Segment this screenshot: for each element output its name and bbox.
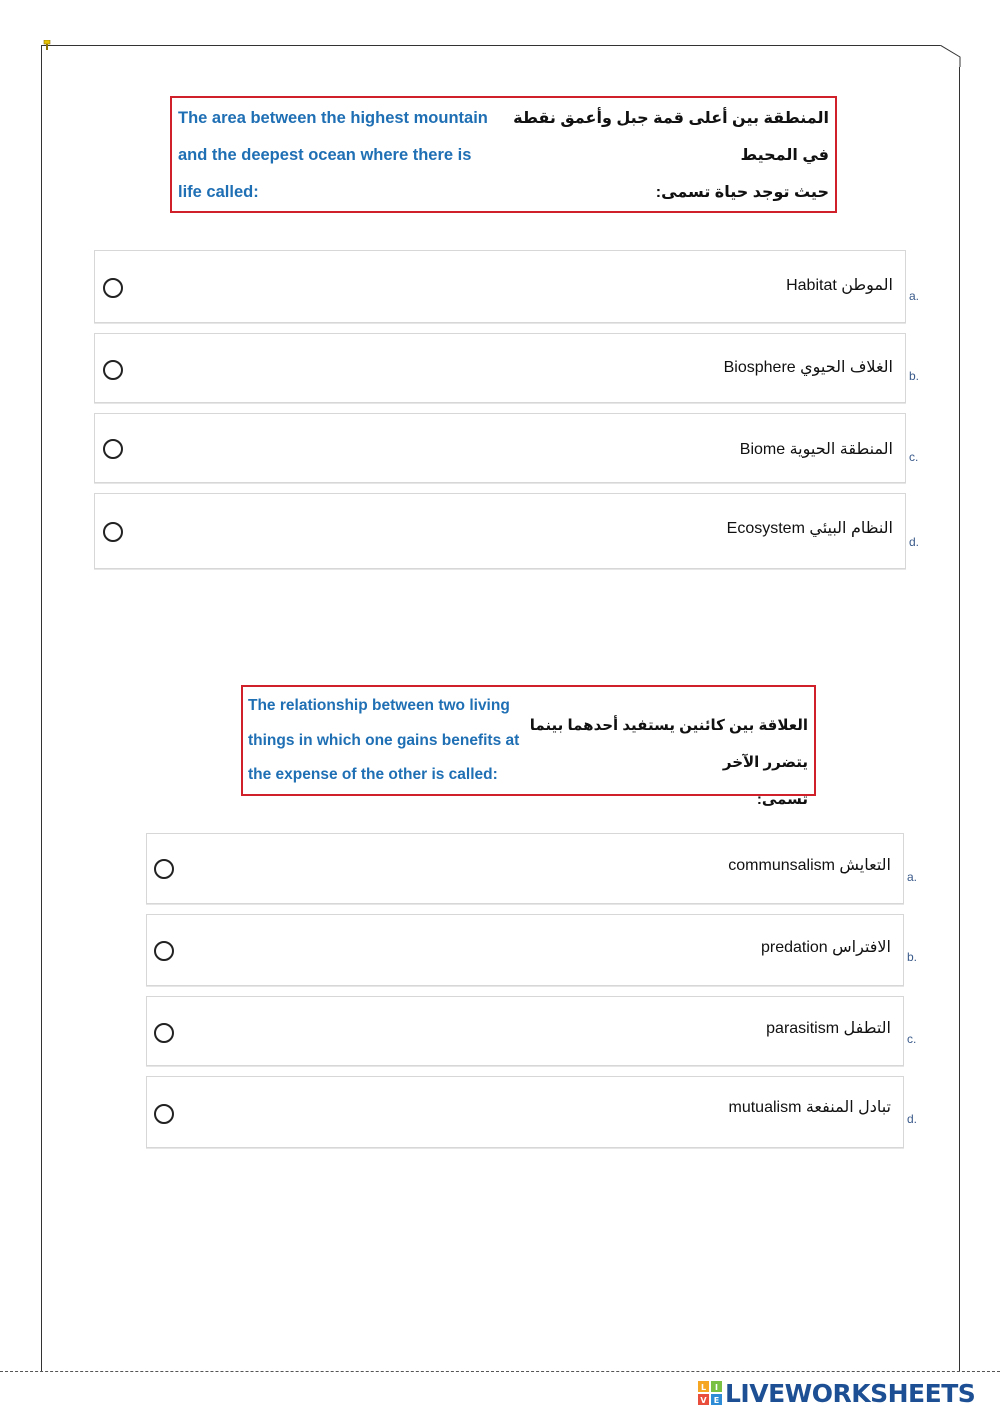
page-bottom-line — [0, 1371, 1000, 1372]
svg-text:V: V — [700, 1396, 707, 1405]
radio-button-icon[interactable] — [103, 522, 123, 542]
q1-option-a-label: الموطن Habitat — [786, 277, 893, 294]
q1-option-c[interactable] — [94, 413, 906, 483]
q1-option-b-label: الغلاف الحيوي Biosphere — [723, 359, 893, 376]
q2-option-d-label: تبادل المنفعة mutualism — [728, 1099, 891, 1116]
radio-button-icon[interactable] — [154, 1023, 174, 1043]
question-2-english-line-1: The relationship between two living — [248, 697, 510, 714]
question-2-english — [248, 689, 538, 793]
radio-button-icon[interactable] — [103, 278, 123, 298]
q2-option-a[interactable] — [146, 833, 904, 904]
radio-button-icon[interactable] — [103, 360, 123, 380]
brand-name: LIVEWORKSHEETS — [725, 1378, 976, 1408]
q1-option-d-letter: d. — [909, 535, 920, 549]
q2-option-c-letter: c. — [907, 1032, 917, 1046]
question-1-english — [178, 100, 508, 211]
question-2-arabic-line-1: العلاقة بين كائنين يستفيد أحدهما بينما يتضرر الآخر — [529, 717, 808, 771]
question-1-arabic-line-2: حيث توجد حياة تسمى: — [655, 184, 829, 201]
question-1-arabic-line-1: المنطقة بين أعلى قمة جبل وأعمق نقطة في المحيط — [513, 110, 829, 164]
q1-option-b[interactable] — [94, 333, 906, 403]
question-2-arabic — [528, 707, 808, 818]
radio-button-icon[interactable] — [103, 439, 123, 459]
liveworksheets-logo-icon — [698, 1381, 722, 1405]
q2-option-d-letter: d. — [907, 1112, 918, 1126]
question-2-arabic-line-2: تسمى: — [756, 791, 808, 808]
question-1-arabic — [499, 100, 829, 211]
pin-icon — [43, 40, 51, 50]
question-1-english-line-2: and the deepest ocean where there is — [178, 146, 472, 164]
question-1-english-line-3: life called: — [178, 183, 259, 201]
question-1-box — [170, 96, 837, 213]
q2-option-c[interactable] — [146, 996, 904, 1066]
page-fold-corner — [940, 45, 962, 67]
radio-button-icon[interactable] — [154, 859, 174, 879]
q1-option-a-letter: a. — [909, 289, 920, 303]
q2-option-c-label: التطفل parasitism — [766, 1020, 891, 1037]
question-2-english-line-3: the expense of the other is called: — [248, 766, 498, 783]
q1-option-b-letter: b. — [909, 369, 920, 383]
q2-option-b-label: الافتراس predation — [760, 939, 891, 956]
q2-option-b[interactable] — [146, 914, 904, 986]
question-1-english-line-1: The area between the highest mountain — [178, 109, 488, 127]
q1-option-c-letter: c. — [909, 450, 919, 464]
q2-option-d[interactable] — [146, 1076, 904, 1148]
q1-option-a[interactable] — [94, 250, 906, 323]
q1-option-c-label: المنطقة الحيوية Biome — [739, 441, 893, 458]
question-2-box — [241, 685, 816, 808]
q1-option-d[interactable] — [94, 493, 906, 569]
brand[interactable] — [698, 1378, 975, 1408]
q1-option-d-label: النظام البيئي Ecosystem — [726, 520, 893, 537]
svg-text:I: I — [715, 1383, 718, 1392]
radio-button-icon[interactable] — [154, 1104, 174, 1124]
svg-text:E: E — [713, 1396, 720, 1405]
q2-option-b-letter: b. — [907, 950, 918, 964]
svg-text:L: L — [700, 1383, 707, 1392]
question-2-english-line-2: things in which one gains benefits at — [248, 731, 520, 749]
q2-option-a-letter: a. — [907, 870, 918, 884]
q2-option-a-label: التعايش communsalism — [728, 857, 891, 874]
radio-button-icon[interactable] — [154, 941, 174, 961]
